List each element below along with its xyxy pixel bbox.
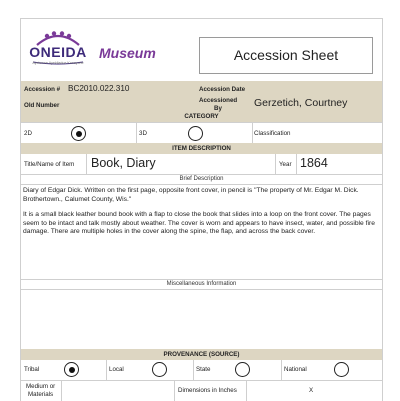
provenance-state-label: State xyxy=(196,366,211,373)
category-2d-label: 2D xyxy=(24,130,32,137)
provenance-tribal-label: Tribal xyxy=(24,366,40,373)
divider xyxy=(21,184,382,185)
dimensions-label: Dimensions in Inches xyxy=(178,387,237,394)
logo-tagline: Ayelunwe Ayeldiadue Kanayuhe xyxy=(32,61,84,65)
divider xyxy=(106,360,107,380)
page-title: Accession Sheet xyxy=(233,47,339,63)
radio-selected-dot xyxy=(69,367,75,373)
title-row xyxy=(21,154,382,174)
accession-sheet xyxy=(20,18,383,401)
provenance-national-radio[interactable] xyxy=(334,362,349,377)
divider xyxy=(246,381,247,401)
year-value[interactable]: 1864 xyxy=(300,156,328,170)
category-row xyxy=(21,122,382,144)
category-3d-radio[interactable] xyxy=(188,126,203,141)
medium-label-1: Medium or xyxy=(26,383,56,390)
medium-label-2: Materials xyxy=(28,391,54,398)
category-3d-label: 3D xyxy=(139,130,147,137)
accession-number-value[interactable]: BC2010.022.310 xyxy=(68,84,130,93)
provenance-tribal-radio[interactable] xyxy=(64,362,79,377)
description-paragraph: It is a small black leather bound book with a flap to close the book that slides into a loop on the front cover. The pages seem to be intact and talk mostly about weather. The cover is worn and appears to have insect, water, and possible fire damage. There are multiple holes in the cover along the spine, the flap, and across the back cover. xyxy=(23,211,375,236)
title-box xyxy=(199,37,373,74)
radio-selected-dot xyxy=(76,131,82,137)
oneida-logo xyxy=(23,25,93,75)
provenance-local-label: Local xyxy=(109,366,124,373)
provenance-heading: PROVENANCE (SOURCE) xyxy=(21,349,382,360)
divider xyxy=(174,381,175,401)
divider xyxy=(296,154,297,174)
dimensions-separator: X xyxy=(309,387,314,394)
year-label: Year xyxy=(279,161,292,168)
provenance-local-radio[interactable] xyxy=(152,362,167,377)
divider xyxy=(252,123,253,144)
logo-text: ONEIDA xyxy=(29,44,87,60)
misc-info-field[interactable] xyxy=(21,290,382,348)
divider xyxy=(61,381,62,401)
provenance-national-label: National xyxy=(284,366,307,373)
item-description-heading: ITEM DESCRIPTION xyxy=(21,143,382,154)
classification-label: Classification xyxy=(254,130,291,137)
accession-number-label: Accession # xyxy=(24,86,61,93)
divider xyxy=(281,360,282,380)
description-paragraph: Diary of Edgar Dick. Written on the first page, opposite front cover, in pencil is "The property of Mr. Edgar M. Dick. Brothertown., Calumet County, Wis." xyxy=(23,187,359,203)
old-number-label: Old Number xyxy=(24,102,60,109)
accession-date-label: Accession Date xyxy=(199,86,246,93)
misc-info-label: Miscellaneous Information xyxy=(166,281,237,287)
category-2d-radio[interactable] xyxy=(71,126,86,141)
brief-description-label: Brief Description xyxy=(179,176,224,182)
divider xyxy=(275,154,276,174)
museum-label: Museum xyxy=(99,45,156,61)
provenance-state-radio[interactable] xyxy=(235,362,250,377)
divider xyxy=(193,360,194,380)
divider xyxy=(86,154,87,174)
category-heading: CATEGORY xyxy=(184,113,219,120)
accessioned-by-label-1: Accessioned xyxy=(199,97,238,104)
accessioned-by-label-2: By xyxy=(214,105,222,112)
accessioned-by-value[interactable]: Gerzetich, Courtney xyxy=(254,97,348,109)
materials-row xyxy=(21,381,382,401)
title-name-label: Title/Name of Item xyxy=(24,161,75,168)
sheet-header xyxy=(21,19,382,81)
title-name-value[interactable]: Book, Diary xyxy=(91,156,156,170)
divider xyxy=(136,123,137,144)
provenance-row xyxy=(21,360,382,380)
brief-description-text[interactable] xyxy=(23,187,379,244)
